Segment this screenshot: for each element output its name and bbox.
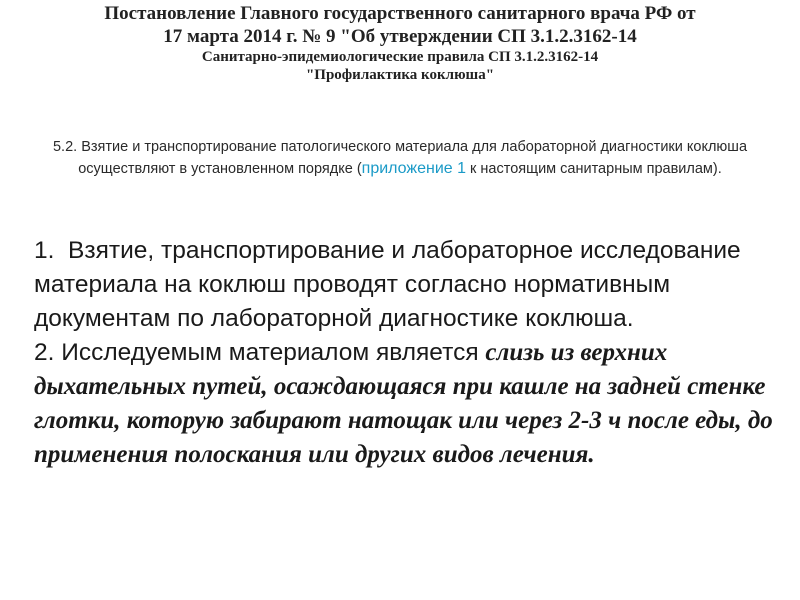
- list-item-1: [34, 234, 784, 336]
- clause-text-after: к настоящим санитарным правилам).: [466, 161, 722, 177]
- main-text: [34, 234, 784, 472]
- header-subtitle-line-1: Санитарно-эпидемиологические правила СП 3.1.2.3162-14: [201, 49, 599, 65]
- clause-text-before: 5.2. Взятие и транспортирование патологического материала для лабораторной диагностики коклюша осуществляют в установленном порядке (: [52, 139, 748, 177]
- list-item-2-emphasis: слизь из верхних дыхательных путей, осаждающаяся при кашле на задней стенке глотки, которую забирают натощак или через 2-3 ч после еды, до применения полоскания или других видов лечения.: [34, 339, 773, 468]
- header-title-line-2: 17 марта 2014 г. № 9 "Об утверждении СП 3.1.2.3162-14: [163, 26, 637, 47]
- header-title-line-1: Постановление Главного государственного санитарного врача РФ от: [104, 3, 696, 24]
- clause-5-2: [48, 136, 752, 180]
- list-item-1-text: Взятие, транспортирование и лабораторное исследование материала на коклюш проводят согласно нормативным документам по лабораторной диагностике коклюша.: [34, 237, 741, 332]
- header-subtitle-line-2: "Профилактика коклюша": [305, 67, 495, 83]
- document-header: [40, 2, 760, 84]
- list-item-2-number: 2.: [34, 339, 55, 366]
- list-item-2: [34, 336, 784, 472]
- list-item-2-text: Исследуемым материалом является: [54, 339, 486, 366]
- list-item-1-number: 1.: [34, 237, 55, 264]
- appendix-1-link[interactable]: приложение 1: [361, 160, 467, 177]
